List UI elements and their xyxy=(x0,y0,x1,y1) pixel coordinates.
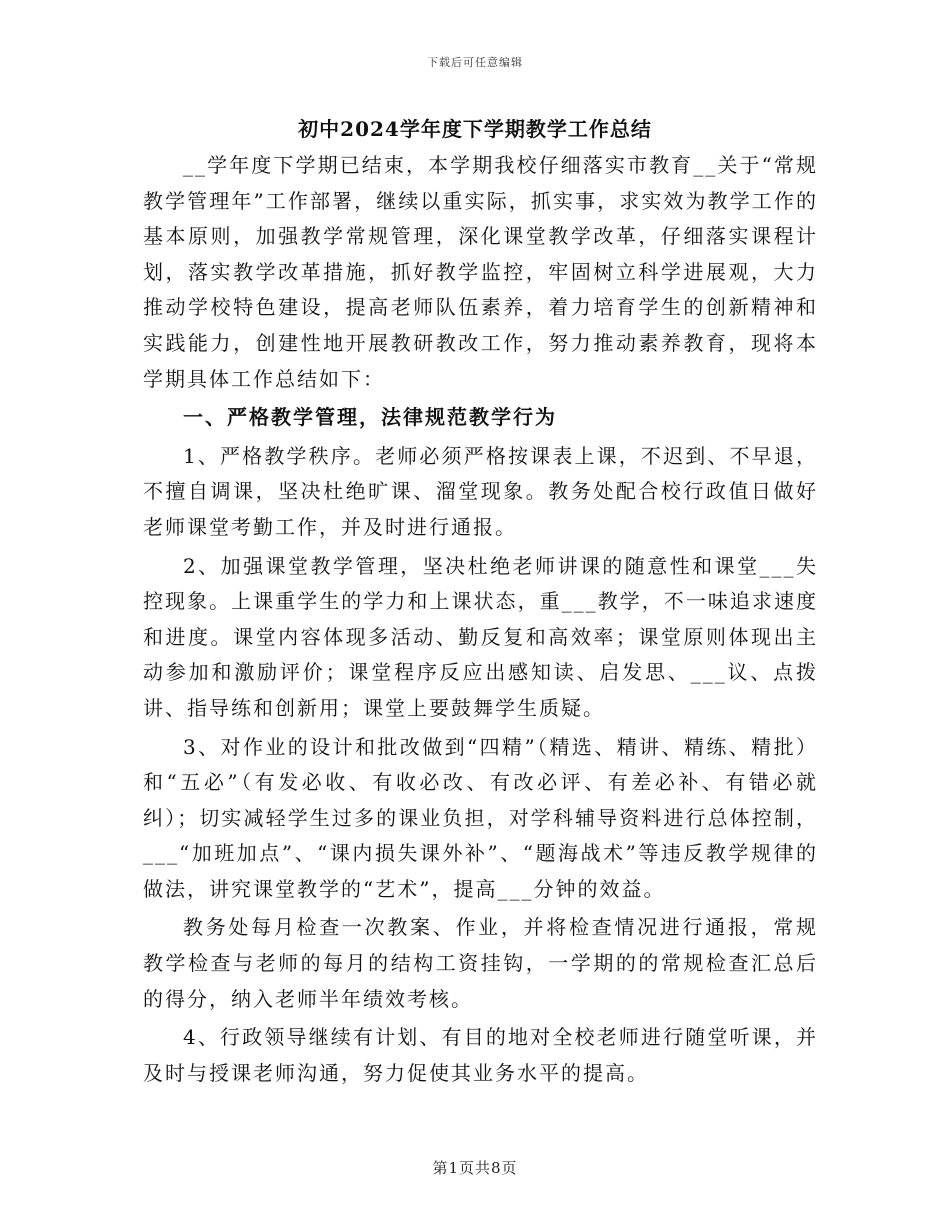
body-paragraph: 4、行政领导继续有计划、有目的地对全校老师进行随堂听课，并及时与授课老师沟通，努力促使其业务水平的提高。 xyxy=(143,1025,818,1085)
section-heading: 一、严格教学管理，法律规范教学行为 xyxy=(183,405,557,430)
header-note: 下载后可任意编辑 xyxy=(427,56,523,69)
document-title: 初中2024学年度下学期教学工作总结 xyxy=(298,117,652,141)
document-body xyxy=(143,148,818,1094)
body-paragraph: 2、加强课堂教学管理，坚决杜绝老师讲课的随意性和课堂___失控现象。上课重学生的学力和上课状态，重___教学，不一味追求速度和进度。课堂内容体现多活动、勤反复和高效率；课堂原则体现出主动参加和激励评价；课堂程序反应出感知读、启发思、___议、点拨讲、指导练和创新用；课堂上要鼓舞学生质疑。 xyxy=(143,553,818,720)
body-paragraph: 教务处每月检查一次教案、作业，并将检查情况进行通报，常规教学检查与老师的每月的结构工资挂钩，一学期的的常规检查汇总后的得分，纳入老师半年绩效考核。 xyxy=(143,915,818,1011)
body-paragraph: 1、严格教学秩序。老师必须严格按课表上课，不迟到、不早退，不擅自调课，坚决杜绝旷课、溜堂现象。教务处配合校行政值日做好老师课堂考勤工作，并及时进行通报。 xyxy=(143,443,818,539)
body-paragraph: 3、对作业的设计和批改做到“四精”（精选、精讲、精练、精批）和“五必”（有发必收、有收必改、有改必评、有差必补、有错必就纠）；切实减轻学生过多的课业负担，对学科辅导资料进行总体控制，___“加班加点”、“课内损失课外补”、“题海战术”等违反教学规律的做法，讲究课堂教学的“艺术”，提高___分钟的效益。 xyxy=(143,734,818,901)
page-number: 第1页共8页 xyxy=(432,1159,518,1177)
intro-paragraph: __学年度下学期已结束，本学期我校仔细落实市教育__关于“常规教学管理年”工作部署，继续以重实际，抓实事，求实效为教学工作的基本原则，加强教学常规管理，深化课堂教学改革，仔细落实课程计划，落实教学改革措施，抓好教学监控，牢固树立科学进展观，大力推动学校特色建设，提高老师队伍素养，着力培育学生的创新精神和实践能力，创建性地开展教研教改工作，努力推动素养教育，现将本学期具体工作总结如下： xyxy=(143,153,818,391)
